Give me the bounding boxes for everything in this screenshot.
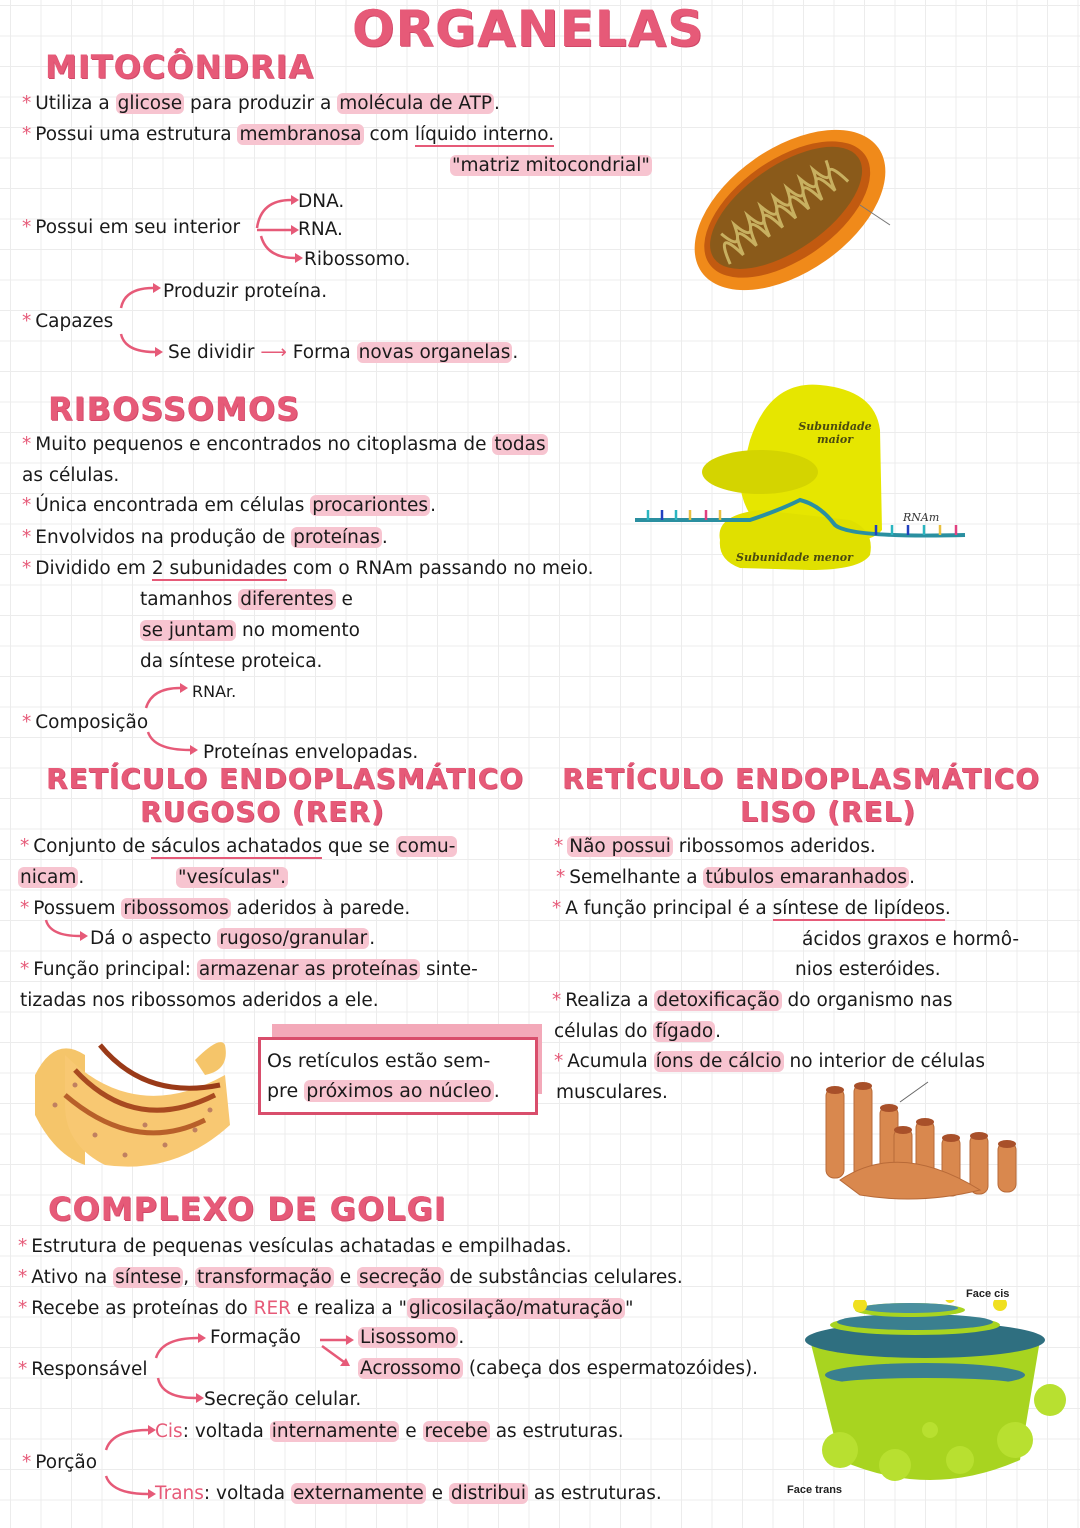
rer-line-1: * Conjunto de sáculos achatados que se comu-: [20, 836, 456, 857]
bullet-star-icon: *: [556, 867, 566, 888]
bullet-star-icon: *: [18, 1298, 28, 1319]
curved-arrow-icon: [42, 918, 92, 944]
ribo-line-2: * Única encontrada em células procariontes .: [22, 495, 436, 516]
porcao-cis: Cis: voltada internamente e recebe as estruturas.: [155, 1421, 624, 1442]
mito-line-1: * Utiliza a glicose para produzir a molécula de ATP .: [22, 93, 500, 114]
branch-arrows-icon: [150, 1326, 210, 1408]
section-title-rel-2: LISO (REL): [740, 795, 917, 828]
ribo-note-1: tamanhos diferentes e: [140, 589, 353, 610]
composicao-item-rnar: RNAr.: [192, 682, 237, 701]
rer-line-2-sub: Dá o aspecto rugoso/granular .: [90, 928, 376, 949]
capazes-item-dividir: Se dividir ⟶ Forma novas organelas .: [168, 342, 519, 363]
rer-line-3b: tizadas nos ribossomos aderidos a ele.: [20, 990, 379, 1011]
arrow-right-icon: ⟶: [260, 342, 287, 363]
rel-line-5: * Acumula íons de cálcio no interior de células: [554, 1051, 985, 1072]
bullet-star-icon: *: [22, 558, 32, 579]
rel-line-5b: musculares.: [556, 1082, 668, 1103]
bullet-star-icon: *: [22, 311, 32, 332]
rel-line-4b: células do fígado .: [554, 1021, 722, 1042]
label-face-trans: Face trans: [787, 1484, 843, 1496]
bullet-star-icon: *: [22, 527, 32, 548]
page-title: ORGANELAS: [352, 0, 705, 58]
bullet-star-icon: *: [20, 898, 30, 919]
ribo-line-1b: as células.: [22, 465, 120, 486]
interior-item-rna: RNA.: [298, 219, 343, 240]
mito-line-2: * Possui uma estrutura membranosa com líquido interno.: [22, 124, 555, 145]
mito-capazes-label: * Capazes: [22, 311, 114, 332]
rel-line-2: * Semelhante a túbulos emaranhados .: [556, 867, 915, 888]
section-title-rer-2: RUGOSO (RER): [140, 795, 385, 828]
bullet-star-icon: *: [554, 836, 564, 857]
smooth-er-illustration: [820, 1080, 1025, 1200]
ribo-line-3: * Envolvidos na produção de proteínas .: [22, 527, 388, 548]
ribosome-illustration: [630, 380, 975, 575]
bullet-star-icon: *: [20, 836, 30, 857]
label-subunidade-menor: Subunidade menor: [736, 551, 853, 564]
mito-matriz-note: "matriz mitocondrial": [452, 155, 650, 176]
section-title-mitocondria: MITOCÔNDRIA: [45, 48, 315, 86]
branch-arrows-icon: [318, 1330, 358, 1370]
bullet-star-icon: *: [22, 124, 32, 145]
bullet-star-icon: *: [552, 898, 562, 919]
golgi-porcao-label: * Porção: [22, 1452, 98, 1473]
section-title-golgi: COMPLEXO DE GOLGI: [48, 1190, 447, 1228]
branch-arrows-icon: [100, 1420, 160, 1504]
ribo-line-1: * Muito pequenos e encontrados no citoplasma de todas: [22, 434, 546, 455]
bullet-star-icon: *: [22, 495, 32, 516]
callout-line-2: pre próximos ao núcleo .: [267, 1080, 500, 1102]
rel-line-3: * A função principal é a síntese de lipídeos.: [552, 898, 951, 919]
bullet-star-icon: *: [22, 434, 32, 455]
golgi-illustration: [800, 1300, 1070, 1500]
bullet-star-icon: *: [20, 959, 30, 980]
rer-line-1b: nicam .: [20, 867, 85, 888]
section-title-rer-1: RETÍCULO ENDOPLASMÁTICO: [46, 762, 524, 795]
rel-line-1: * Não possui ribossomos aderidos.: [554, 836, 876, 857]
rel-note-1: ácidos graxos e hormô-: [802, 929, 1020, 950]
rel-note-2: nios esteróides.: [795, 959, 941, 980]
golgi-responsavel-label: * Responsável: [18, 1359, 148, 1380]
rer-vesiculas-note: "vesículas".: [178, 867, 287, 888]
bullet-star-icon: *: [18, 1236, 28, 1257]
label-face-cis: Face cis: [966, 1288, 1010, 1300]
section-title-ribossomos: RIBOSSOMOS: [48, 390, 301, 428]
bullet-star-icon: *: [18, 1359, 28, 1380]
bullet-star-icon: *: [22, 1452, 32, 1473]
bullet-star-icon: *: [554, 1051, 564, 1072]
porcao-trans: Trans: voltada externamente e distribui as estruturas.: [155, 1483, 662, 1504]
bullet-star-icon: *: [552, 990, 562, 1011]
formacao-acrossomo: Acrossomo (cabeça dos espermatozóides).: [360, 1358, 759, 1379]
formacao-lisossomo: Lisossomo .: [360, 1327, 465, 1348]
interior-item-ribossomo: Ribossomo.: [304, 249, 411, 270]
ribo-line-4: * Dividido em 2 subunidades com o RNAm passando no meio.: [22, 558, 594, 579]
golgi-line-2: * Ativo na síntese , transformação e secreção de substâncias celulares.: [18, 1267, 683, 1288]
rough-er-illustration: [25, 1015, 235, 1175]
responsavel-secrecao: Secreção celular.: [204, 1389, 362, 1410]
golgi-line-3: * Recebe as proteínas do RER e realiza a " glicosilação/maturação ": [18, 1298, 634, 1319]
label-rnam: RNAm: [903, 511, 940, 524]
rer-line-3: * Função principal: armazenar as proteínas sinte-: [20, 959, 478, 980]
golgi-line-1: * Estrutura de pequenas vesículas achatadas e empilhadas.: [18, 1236, 572, 1257]
callout-box: [258, 1037, 538, 1115]
callout-line-1: Os retículos estão sem-: [267, 1050, 491, 1072]
rer-line-2: * Possuem ribossomos aderidos à parede.: [20, 898, 411, 919]
section-title-rel-1: RETÍCULO ENDOPLASMÁTICO: [562, 762, 1040, 795]
bullet-star-icon: *: [22, 712, 32, 733]
interior-item-dna: DNA.: [298, 191, 345, 212]
capazes-item-proteina: Produzir proteína.: [163, 281, 328, 302]
composicao-item-proteinas: Proteínas envelopadas.: [203, 742, 419, 763]
rel-line-4: * Realiza a detoxificação do organismo nas: [552, 990, 953, 1011]
bullet-star-icon: *: [22, 93, 32, 114]
label-subunidade-maior: Subunidade maior: [798, 420, 872, 446]
bullet-star-icon: *: [22, 217, 32, 238]
ribo-note-3: da síntese proteica.: [140, 651, 323, 672]
ribo-composicao-label: * Composição: [22, 712, 149, 733]
mito-interior-label: * Possui em seu interior: [22, 217, 241, 238]
ribo-note-2: se juntam no momento: [142, 620, 360, 641]
responsavel-formacao: Formação: [210, 1327, 301, 1348]
mitochondrion-illustration: [680, 110, 900, 310]
bullet-star-icon: *: [18, 1267, 28, 1288]
